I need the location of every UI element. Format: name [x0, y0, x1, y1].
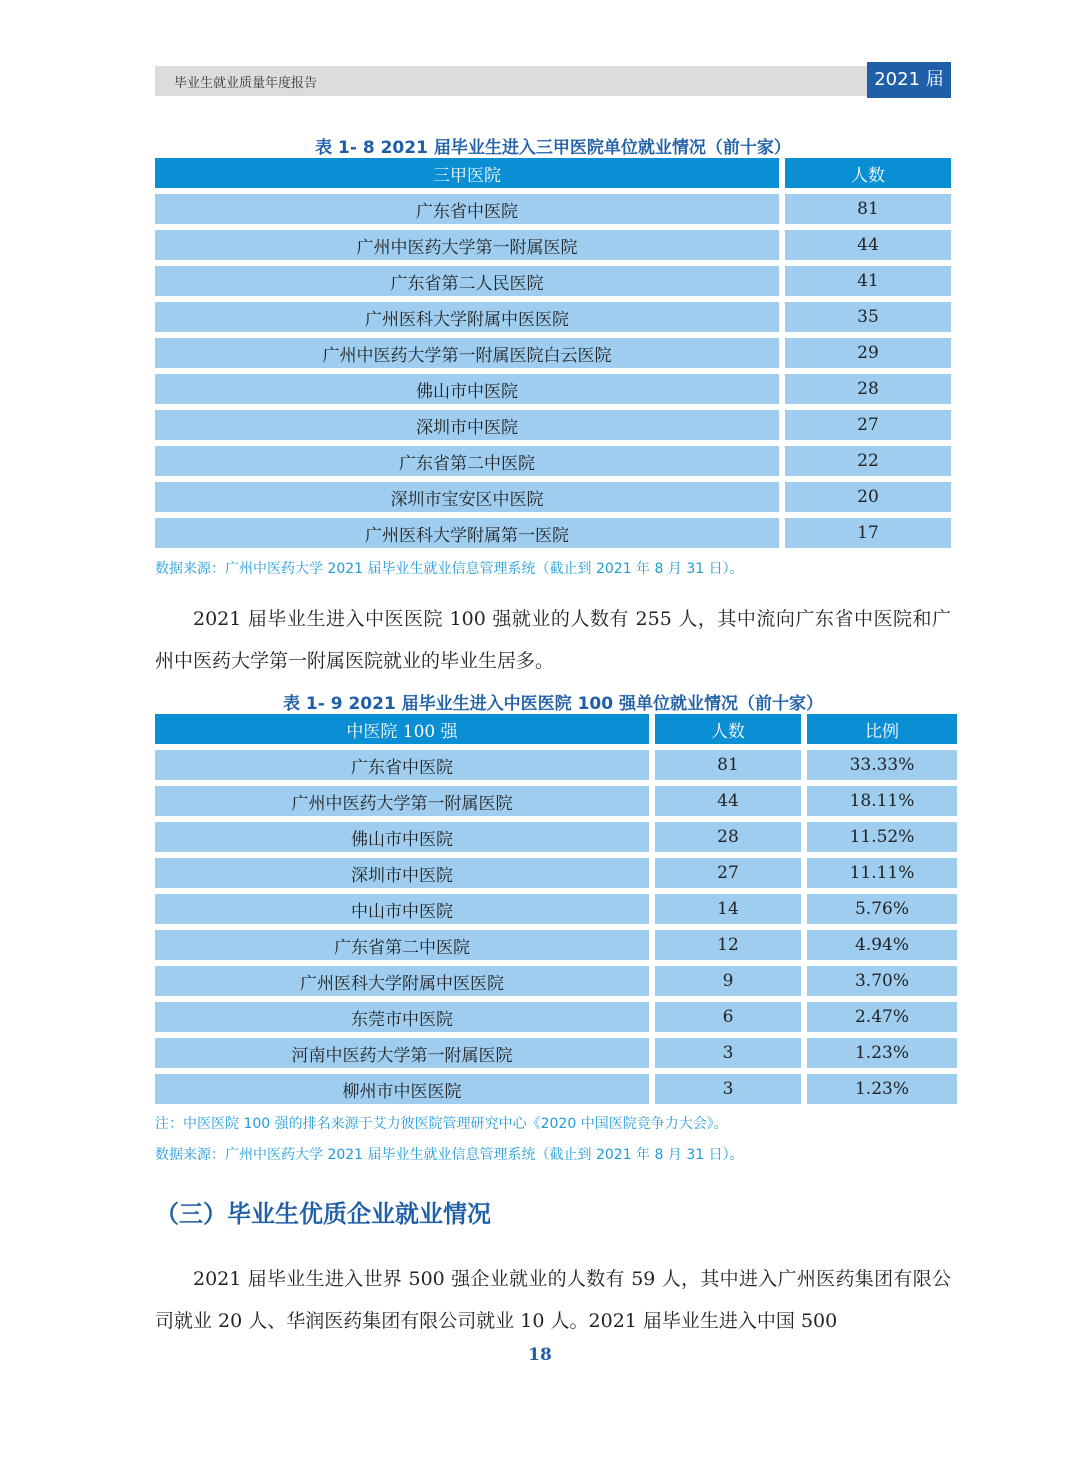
table-row	[155, 518, 951, 548]
table-row	[155, 1002, 957, 1032]
table-cell: 9	[655, 966, 801, 996]
table-cell: 28	[785, 374, 951, 404]
table-row	[155, 1038, 957, 1068]
table2-caption: 表 1- 9 2021 届毕业生进入中医医院 100 强单位就业情况（前十家）	[282, 694, 824, 714]
table-cell: 3.70%	[807, 966, 957, 996]
table-cell: 广州医科大学附属中医医院	[155, 302, 779, 332]
table-row	[155, 822, 957, 852]
table-cell: 44	[785, 230, 951, 260]
table-cell: 29	[785, 338, 951, 368]
table-row	[155, 338, 951, 368]
table-cell: 81	[785, 194, 951, 224]
table-cell: 广州医科大学附属第一医院	[155, 518, 779, 548]
table-cell: 5.76%	[807, 894, 957, 924]
table-cell: 1.23%	[807, 1074, 957, 1104]
table-row	[155, 482, 951, 512]
table-cell: 20	[785, 482, 951, 512]
table-cell: 1.23%	[807, 1038, 957, 1068]
table-row	[155, 786, 957, 816]
paragraph-2: 2021 届毕业生进入世界 500 强企业就业的人数有 59 人，其中进入广州医药集团有限公司就业 20 人、华润医药集团有限公司就业 10 人。2021 届毕业生进入中国 500	[155, 1268, 951, 1332]
table-cell: 6	[655, 1002, 801, 1032]
table1-top-hospitals	[149, 152, 957, 554]
table-cell: 28	[655, 822, 801, 852]
table-cell: 33.33%	[807, 750, 957, 780]
table-row	[155, 230, 951, 260]
table-cell: 2.47%	[807, 1002, 957, 1032]
table-cell: 河南中医药大学第一附属医院	[155, 1038, 649, 1068]
table-cell: 11.11%	[807, 858, 957, 888]
table2-note: 注：中医医院 100 强的排名来源于艾力彼医院管理研究中心《2020 中国医院竞争力大会》。	[155, 1116, 728, 1132]
table-row	[155, 1074, 957, 1104]
report-year-badge: 2021 届	[867, 62, 951, 98]
table-cell: 深圳市中医院	[155, 858, 649, 888]
table-cell: 深圳市宝安区中医院	[155, 482, 779, 512]
table-cell: 广州医科大学附属中医医院	[155, 966, 649, 996]
table-row	[155, 446, 951, 476]
table-cell: 广东省中医院	[155, 194, 779, 224]
table-row	[155, 266, 951, 296]
table-cell: 44	[655, 786, 801, 816]
table-cell: 18.11%	[807, 786, 957, 816]
table-row	[155, 858, 957, 888]
column-header: 人数	[655, 714, 801, 744]
table-cell: 22	[785, 446, 951, 476]
table-row	[155, 302, 951, 332]
table-row	[155, 410, 951, 440]
table-cell: 27	[655, 858, 801, 888]
table-cell: 41	[785, 266, 951, 296]
column-header: 三甲医院	[155, 158, 779, 188]
column-header: 中医院 100 强	[155, 714, 649, 744]
table-cell: 广东省第二人民医院	[155, 266, 779, 296]
table-cell: 广东省中医院	[155, 750, 649, 780]
table-row	[155, 966, 957, 996]
table-cell: 柳州市中医医院	[155, 1074, 649, 1104]
table-cell: 35	[785, 302, 951, 332]
table-cell: 3	[655, 1038, 801, 1068]
table-row	[155, 750, 957, 780]
table-cell: 27	[785, 410, 951, 440]
table-cell: 12	[655, 930, 801, 960]
table-cell: 14	[655, 894, 801, 924]
table-cell: 深圳市中医院	[155, 410, 779, 440]
table2-source: 数据来源：广州中医药大学 2021 届毕业生就业信息管理系统（截止到 2021 年 8 月 31 日）。	[155, 1147, 744, 1163]
table-cell: 17	[785, 518, 951, 548]
table-cell: 广东省第二中医院	[155, 446, 779, 476]
table-cell: 佛山市中医院	[155, 374, 779, 404]
table-cell: 佛山市中医院	[155, 822, 649, 852]
column-header: 比例	[807, 714, 957, 744]
page-number: 18	[528, 1345, 552, 1365]
table1-source: 数据来源：广州中医药大学 2021 届毕业生就业信息管理系统（截止到 2021 年 8 月 31 日）。	[155, 561, 744, 577]
table-row	[155, 894, 957, 924]
table-cell: 东莞市中医院	[155, 1002, 649, 1032]
table-header-row	[155, 158, 951, 188]
table2-tcm-top100	[149, 708, 963, 1110]
column-header: 人数	[785, 158, 951, 188]
table-row	[155, 374, 951, 404]
table-cell: 中山市中医院	[155, 894, 649, 924]
table-cell: 广州中医药大学第一附属医院	[155, 230, 779, 260]
table-row	[155, 194, 951, 224]
table-cell: 3	[655, 1074, 801, 1104]
section-title: （三）毕业生优质企业就业情况	[155, 1200, 491, 1228]
table-cell: 11.52%	[807, 822, 957, 852]
report-title: 毕业生就业质量年度报告	[174, 76, 318, 91]
table-cell: 4.94%	[807, 930, 957, 960]
table-row	[155, 930, 957, 960]
table-cell: 81	[655, 750, 801, 780]
table1-caption: 表 1- 8 2021 届毕业生进入三甲医院单位就业情况（前十家）	[315, 138, 791, 158]
table-cell: 广州中医药大学第一附属医院白云医院	[155, 338, 779, 368]
table-header-row	[155, 714, 957, 744]
table-cell: 广州中医药大学第一附属医院	[155, 786, 649, 816]
paragraph-1: 2021 届毕业生进入中医医院 100 强就业的人数有 255 人，其中流向广东省中医院和广州中医药大学第一附属医院就业的毕业生居多。	[155, 608, 951, 672]
table-cell: 广东省第二中医院	[155, 930, 649, 960]
